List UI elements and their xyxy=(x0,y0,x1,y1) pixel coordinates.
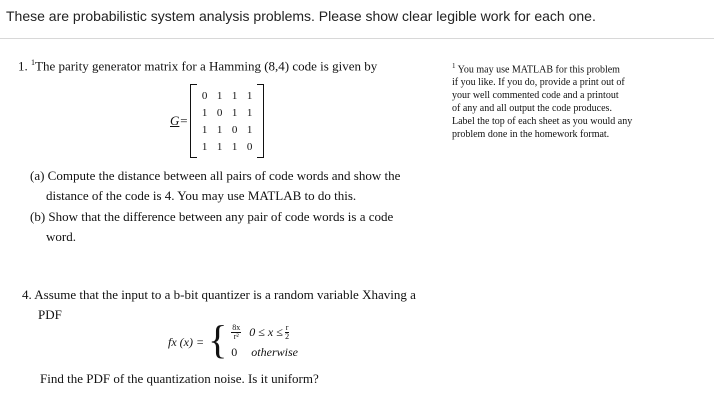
matrix-row xyxy=(197,138,257,155)
matrix-cell: 1 xyxy=(246,89,253,102)
footnote-mark: 1 xyxy=(31,58,35,67)
matrix-cell: 1 xyxy=(246,106,253,119)
footnote-line-2: if you like. If you do, provide a print out of xyxy=(452,77,625,89)
generator-matrix xyxy=(170,84,264,158)
pdf-case-1 xyxy=(231,322,298,342)
pdf-case-2-condition: otherwise xyxy=(251,344,298,359)
matrix-label: G= xyxy=(170,113,189,128)
pdf-case-1-condition: 0 ≤ x ≤ xyxy=(249,324,283,339)
matrix-cell: 1 xyxy=(246,123,253,136)
matrix-cell: 1 xyxy=(216,123,223,136)
footnote-line-1: $^1$ You may use MATLAB for this problem xyxy=(452,62,620,76)
pdf-case-1-bound: $\frac{r}{2}$ xyxy=(285,322,290,341)
pdf-equation xyxy=(168,317,298,364)
matrix-cell: 1 xyxy=(201,123,208,136)
matrix-cell: 0 xyxy=(201,89,208,102)
matrix-cell: 1 xyxy=(216,140,223,153)
divider xyxy=(0,38,714,39)
page-intro: These are probabilistic system analysis problems. Please show clear legible work for each one. xyxy=(6,8,596,24)
problem-number: 1. xyxy=(18,58,28,74)
pdf-lhs: fx (x) = xyxy=(168,334,205,349)
problem-4-question: Find the PDF of the quantization noise. Is it uniform? xyxy=(40,371,319,386)
problem-4-line-1: 4. Assume that the input to a b-bit quantizer is a random variable Xhaving a xyxy=(22,287,416,302)
matrix-cell: 0 xyxy=(231,123,238,136)
left-brace: { xyxy=(208,317,228,362)
matrix-row xyxy=(197,121,257,138)
part-a xyxy=(30,166,430,206)
matrix-cell: 1 xyxy=(201,106,208,119)
matrix-row xyxy=(197,104,257,121)
pdf-case-1-value: $\frac{8x}{\text{r²}}$ xyxy=(232,322,241,341)
problem-4-line-2: PDF xyxy=(38,307,62,322)
footnote xyxy=(452,60,652,141)
footnote-line-4: of any and all output the code produces. xyxy=(452,103,612,115)
matrix-cell: 1 xyxy=(231,89,238,102)
footnote-line-3: your well commented code and a printout xyxy=(452,90,619,102)
part-a-line-2: distance of the code is 4. You may use MATLAB to do this. xyxy=(46,188,357,203)
part-b-line-2: word. xyxy=(46,229,76,244)
footnote-line-5: Label the top of each sheet as you would any xyxy=(452,116,633,128)
matrix-cell: 0 xyxy=(246,140,253,153)
matrix-cell: 1 xyxy=(231,106,238,119)
part-b xyxy=(30,207,430,247)
matrix-cell: 1 xyxy=(231,140,238,153)
pdf-case-2 xyxy=(231,342,298,362)
matrix-table xyxy=(197,87,257,155)
matrix-row xyxy=(197,87,257,104)
problem-1-statement xyxy=(18,58,377,74)
footnote-line-6: problem done in the homework format. xyxy=(452,129,610,141)
pdf-case-2-value: 0 xyxy=(231,344,238,359)
matrix-cell: 1 xyxy=(201,140,208,153)
left-bracket xyxy=(190,84,197,158)
part-a-line-1: (a) Compute the distance between all pairs of code words and show the xyxy=(30,168,401,183)
right-bracket xyxy=(257,84,264,158)
matrix-cell: 0 xyxy=(216,106,223,119)
pdf-cases xyxy=(231,322,298,362)
problem-1-text: The parity generator matrix for a Hamming (8,4) code is given by xyxy=(35,58,378,74)
matrix-cell: 1 xyxy=(216,89,223,102)
problem-4-statement xyxy=(22,285,442,325)
part-b-line-1: (b) Show that the difference between any pair of code words is a code xyxy=(30,209,394,224)
